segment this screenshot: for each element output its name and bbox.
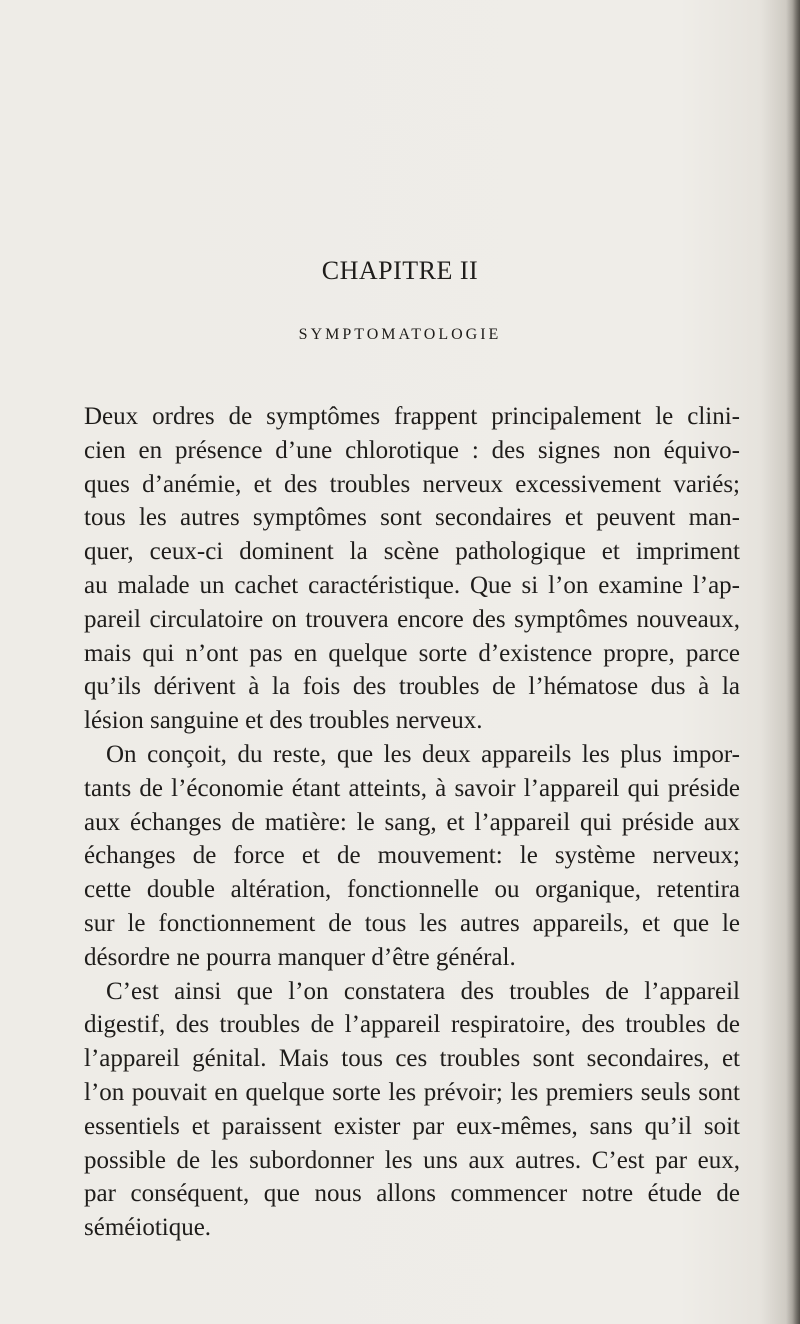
text-line: tous les autres symptômes sont secondaires et peuvent man- (84, 504, 740, 532)
body-text (84, 400, 740, 1245)
text-line: digestif, des troubles de l’appareil respiratoire, des troubles de (84, 1011, 740, 1039)
text-line: cette double altération, fonctionnelle ou organique, retentira (84, 876, 740, 904)
text-line: mais qui n’ont pas en quelque sorte d’existence propre, parce (84, 639, 740, 667)
text-line: aux échanges de matière: le sang, et l’appareil qui préside aux (84, 808, 740, 836)
text-line: Deux ordres de symptômes frappent principalement le clini- (84, 403, 740, 430)
text-line: séméiotique. (84, 1214, 212, 1242)
text-line: tants de l’économie étant atteints, à savoir l’appareil qui préside (84, 774, 740, 802)
text-line: l’on pouvait en quelque sorte les prévoir; les premiers seuls sont (84, 1078, 740, 1106)
chapter-title: CHAPITRE II (321, 256, 479, 285)
text-line: possible de les subordonner les uns aux autres. C’est par eux, (84, 1146, 740, 1174)
text-line: désordre ne pourra manquer d’être général. (84, 943, 516, 971)
text-line: essentiels et paraissent exister par eux-mêmes, sans qu’il soit (84, 1112, 740, 1140)
text-line: par conséquent, que nous allons commencer notre étude de (84, 1180, 740, 1208)
text-line: au malade un cachet caractéristique. Que si l’on examine l’ap- (84, 571, 740, 599)
text-line: échanges de force et de mouvement: le système nerveux; (84, 842, 740, 870)
text-line: C’est ainsi que l’on constatera des troubles de l’appareil (106, 977, 740, 1005)
text-line: cien en présence d’une chlorotique : des signes non équivo- (84, 436, 740, 464)
section-title: SYMPTOMATOLOGIE (298, 326, 502, 343)
text-line: l’appareil génital. Mais tous ces troubles sont secondaires, et (84, 1045, 740, 1073)
text-line: sur le fonctionnement de tous les autres appareils, et que le (84, 909, 740, 937)
text-line: pareil circulatoire on trouvera encore des symptômes nouveaux, (84, 605, 740, 633)
text-line: lésion sanguine et des troubles nerveux. (84, 707, 483, 735)
text-line: qu’ils dérivent à la fois des troubles de l’hématose dus à la (84, 673, 740, 701)
text-line: On conçoit, du reste, que les deux appareils les plus impor- (106, 740, 740, 768)
page-edge-shadow (786, 0, 800, 1324)
text-line: quer, ceux-ci dominent la scène pathologique et impriment (84, 538, 740, 566)
text-line: ques d’anémie, et des troubles nerveux excessivement variés; (84, 470, 740, 498)
